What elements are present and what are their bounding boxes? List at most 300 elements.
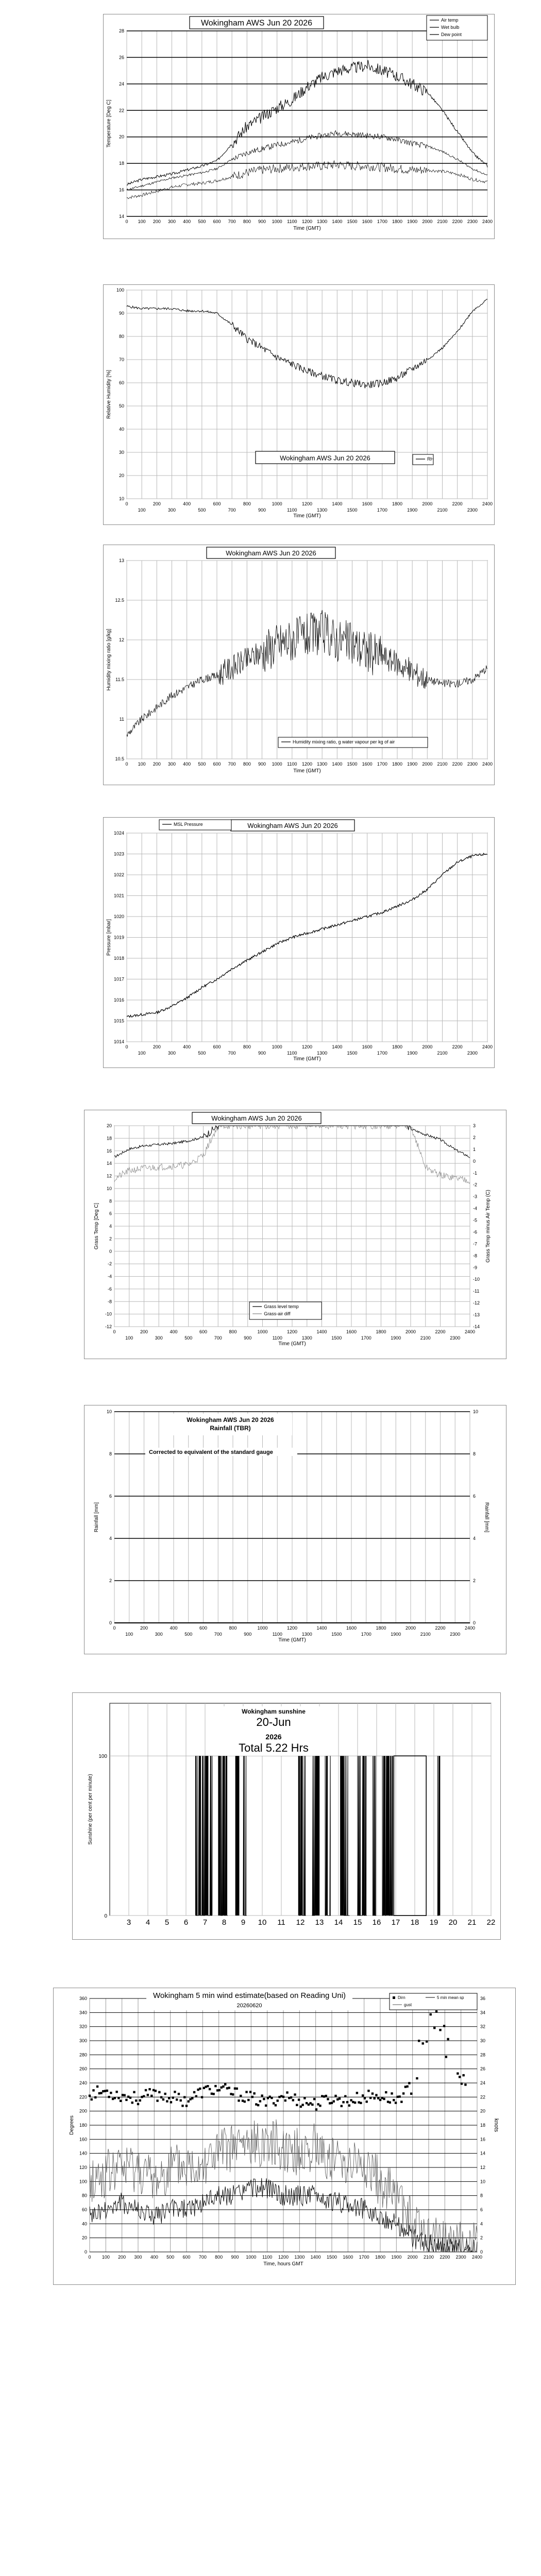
direction-point: [122, 2094, 124, 2096]
direction-point: [104, 2090, 106, 2092]
x-tick-label: 800: [229, 1625, 237, 1631]
direction-point: [153, 2089, 155, 2091]
y-tick-label: 1017: [113, 976, 124, 982]
x-tick-label: 2300: [467, 761, 478, 767]
direction-point: [325, 2095, 327, 2097]
legend-entry: RH: [427, 456, 434, 462]
x-tick-label: 1200: [301, 761, 313, 767]
direction-point: [284, 2099, 286, 2102]
direction-point: [188, 2100, 190, 2103]
x-tick-label: 200: [153, 761, 161, 767]
direction-point: [156, 2099, 158, 2102]
x-tick-label: 1700: [361, 1632, 371, 1637]
direction-point: [257, 2104, 259, 2106]
x-axis-label: Time (GMT): [293, 1056, 321, 1062]
direction-point: [123, 2094, 125, 2096]
x-tick-label: 400: [183, 761, 191, 767]
direction-point: [242, 2099, 244, 2102]
y2-tick-label: 6: [480, 2207, 483, 2212]
x-tick-label: 2400: [482, 1044, 493, 1049]
y2-tick-label: 8: [473, 1451, 476, 1456]
y-tick-label: 14: [106, 1161, 112, 1166]
x-tick-label: 1500: [347, 1050, 358, 1056]
y2-tick-label: 14: [480, 2150, 486, 2156]
direction-point: [141, 2096, 143, 2098]
chart-date: 20-Jun: [256, 1716, 291, 1728]
direction-point: [395, 2102, 397, 2104]
x-tick-label: 1700: [377, 1050, 387, 1056]
direction-point: [207, 2085, 209, 2087]
x-tick-label: 0: [125, 761, 128, 767]
y-tick-label: 280: [79, 2052, 87, 2058]
x-tick-label: 200: [153, 219, 161, 224]
direction-point: [331, 2102, 333, 2104]
direction-point: [216, 2089, 218, 2091]
direction-point: [147, 2094, 149, 2096]
direction-point: [249, 2091, 251, 2093]
direction-point: [387, 2100, 389, 2103]
y2-tick-label: 18: [480, 2123, 486, 2128]
x-tick-label: 100: [125, 1632, 133, 1637]
y-tick-label: 16: [106, 1148, 112, 1154]
x-tick-label: 100: [125, 1335, 133, 1341]
x-tick-label: 300: [167, 219, 176, 224]
x-tick-label: 1600: [343, 2255, 353, 2260]
x-tick-label: 2200: [439, 2255, 450, 2260]
wind-chart: [54, 1988, 516, 2285]
x-tick-label: 2000: [422, 761, 433, 767]
y-tick-label: 16: [119, 187, 124, 193]
legend-entry: Wet bulb: [441, 25, 460, 30]
direction-point: [464, 2083, 466, 2086]
direction-point: [358, 2101, 360, 2103]
direction-point: [278, 2096, 280, 2098]
direction-point: [339, 2097, 341, 2099]
y2-tick-label: -14: [473, 1324, 480, 1329]
x-tick-label: 900: [244, 1632, 252, 1637]
y2-tick-label: 20: [480, 2108, 486, 2114]
x-tick-label: 1500: [326, 2255, 337, 2260]
y2-tick-label: 0: [480, 2249, 483, 2255]
direction-point: [114, 2097, 116, 2099]
x-tick-label: 2000: [422, 1044, 433, 1049]
x-tick-label: 8: [222, 1918, 227, 1927]
y-tick-label: 20: [119, 473, 124, 478]
direction-point: [205, 2086, 207, 2088]
x-tick-label: 1900: [407, 1050, 418, 1056]
x-tick-label: 1600: [346, 1625, 357, 1631]
direction-point: [391, 2092, 393, 2094]
y-tick-label: 20: [119, 134, 124, 140]
x-tick-label: 18: [410, 1918, 419, 1927]
y-tick-label: 100: [98, 1754, 107, 1760]
y-tick-label: 18: [119, 161, 124, 166]
direction-point: [327, 2098, 329, 2100]
x-tick-label: 1500: [347, 761, 358, 767]
x-tick-label: 200: [140, 1625, 148, 1631]
x-tick-label: 3: [126, 1918, 131, 1927]
direction-point: [356, 2092, 358, 2094]
direction-point: [263, 2098, 265, 2100]
x-tick-label: 800: [229, 1329, 237, 1334]
x-tick-label: 1500: [331, 1632, 342, 1637]
direction-point: [94, 2096, 96, 2098]
direction-point: [418, 2040, 420, 2042]
y-tick-label: 0: [104, 1913, 107, 1919]
direction-point: [404, 2086, 407, 2088]
direction-point: [115, 2091, 117, 2093]
x-tick-label: 19: [429, 1918, 438, 1927]
direction-point: [360, 2102, 362, 2104]
x-tick-label: 1400: [316, 1329, 327, 1334]
direction-point: [462, 2074, 464, 2076]
direction-point: [329, 2102, 331, 2104]
x-tick-label: 2400: [482, 219, 493, 224]
y-tick-label: 80: [119, 334, 124, 339]
direction-point: [120, 2100, 122, 2102]
y-tick-label: 40: [119, 427, 124, 432]
y-tick-label: 20: [81, 2235, 87, 2241]
x-tick-label: 1000: [272, 761, 282, 767]
legend-entry: MSL Pressure: [174, 822, 203, 827]
x-tick-label: 500: [198, 219, 206, 224]
x-tick-label: 1100: [287, 219, 297, 224]
x-tick-label: 1900: [391, 1335, 401, 1341]
y-tick-label: 4: [109, 1536, 112, 1541]
direction-point: [117, 2097, 120, 2099]
y-tick-label: 2: [109, 1236, 112, 1242]
y-tick-label: -10: [105, 1311, 112, 1317]
direction-point: [137, 2103, 139, 2105]
y-tick-label: 1015: [113, 1018, 124, 1024]
chart-panel-rainfall: [84, 1405, 506, 1654]
direction-point: [160, 2096, 162, 2098]
y2-tick-label: 6: [473, 1494, 476, 1499]
direction-point: [226, 2087, 228, 2089]
x-tick-label: 2200: [435, 1625, 446, 1631]
direction-point: [367, 2090, 369, 2092]
y-tick-label: 10: [106, 1409, 112, 1414]
y2-tick-label: 8: [480, 2193, 483, 2198]
direction-point: [352, 2101, 354, 2103]
chart-total: Total 5.22 Hrs: [239, 1741, 309, 1754]
x-tick-label: 1100: [272, 1335, 282, 1341]
direction-point: [201, 2096, 203, 2098]
y-tick-label: 1018: [113, 956, 124, 961]
x-tick-label: 500: [184, 1335, 193, 1341]
direction-point: [145, 2089, 147, 2091]
direction-point: [218, 2089, 221, 2091]
x-tick-label: 400: [183, 219, 191, 224]
y2-tick-label: 1: [473, 1146, 476, 1152]
x-tick-label: 1300: [301, 1632, 312, 1637]
direction-point: [350, 2099, 352, 2101]
direction-point: [377, 2097, 379, 2099]
y-tick-label: 1014: [113, 1039, 124, 1044]
x-tick-label: 1300: [317, 219, 328, 224]
y-tick-label: -2: [107, 1261, 112, 1267]
direction-point: [282, 2096, 284, 2098]
x-tick-label: 400: [170, 1329, 178, 1334]
direction-point: [383, 2098, 385, 2100]
x-tick-label: 1200: [301, 1044, 313, 1049]
y2-tick-label: 12: [480, 2165, 486, 2170]
y2-tick-label: -5: [473, 1217, 478, 1223]
y-tick-label: 100: [79, 2179, 87, 2184]
y2-tick-label: 3: [473, 1123, 476, 1128]
y-tick-label: 1023: [113, 851, 124, 857]
direction-point: [268, 2096, 270, 2098]
y-axis-label: Sunshine (per cent per minute): [88, 1774, 93, 1845]
y-axis-label: Relative Humidity [%]: [106, 369, 112, 419]
y2-tick-label: 2: [480, 2235, 483, 2241]
direction-point: [106, 2090, 108, 2092]
x-tick-label: 2100: [437, 219, 448, 224]
direction-point: [212, 2093, 214, 2095]
x-tick-label: 1200: [301, 219, 313, 224]
direction-point: [143, 2095, 145, 2097]
direction-point: [369, 2097, 371, 2099]
y-tick-label: 10.5: [115, 756, 124, 761]
y2-tick-label: -11: [473, 1289, 480, 1294]
direction-point: [129, 2096, 131, 2098]
temperature-chart: [104, 14, 495, 240]
y-tick-label: 50: [119, 403, 124, 409]
y-tick-label: 6: [109, 1494, 112, 1499]
direction-point: [185, 2105, 188, 2107]
direction-point: [333, 2100, 335, 2103]
legend-entry: Humidity mixing ratio, g water vapour per kg of air: [293, 739, 395, 744]
x-tick-label: 1700: [377, 761, 387, 767]
x-tick-label: 0: [88, 2255, 91, 2260]
y2-tick-label: -6: [473, 1229, 478, 1235]
x-tick-label: 400: [170, 1625, 178, 1631]
x-tick-label: 300: [167, 1050, 176, 1056]
x-tick-label: 600: [213, 1044, 221, 1049]
x-tick-label: 21: [467, 1918, 477, 1927]
chart-panel-wind: [53, 1988, 516, 2285]
x-tick-label: 1900: [407, 219, 418, 224]
chart-panel-mixing-ratio: [103, 545, 495, 785]
direction-point: [408, 2082, 410, 2084]
x-tick-label: 1100: [287, 1050, 297, 1056]
direction-point: [389, 2102, 391, 2104]
x-axis-label: Time (GMT): [278, 1341, 306, 1347]
chart-title: Wokingham AWS Jun 20 2026: [280, 454, 370, 462]
direction-point: [439, 2029, 441, 2031]
direction-point: [270, 2097, 273, 2099]
y-tick-label: 1016: [113, 997, 124, 1003]
direction-point: [313, 2098, 315, 2100]
direction-point: [402, 2092, 404, 2094]
y-tick-label: 2: [109, 1578, 112, 1583]
y2-tick-label: 34: [480, 2010, 486, 2015]
x-tick-label: 300: [134, 2255, 142, 2260]
direction-point: [381, 2097, 383, 2099]
x-tick-label: 2100: [420, 1335, 431, 1341]
y2-tick-label: 2: [473, 1134, 476, 1140]
direction-point: [183, 2096, 185, 2098]
direction-point: [290, 2096, 292, 2098]
y2-tick-label: 28: [480, 2052, 486, 2058]
direction-point: [400, 2100, 402, 2103]
direction-point: [346, 2101, 348, 2103]
x-tick-label: 100: [138, 219, 146, 224]
x-tick-label: 600: [213, 501, 221, 506]
x-tick-label: 500: [184, 1632, 193, 1637]
x-tick-label: 1600: [362, 219, 373, 224]
chart-subtitle: 20260620: [236, 2003, 262, 2009]
x-tick-label: 500: [198, 1050, 206, 1056]
x-tick-label: 200: [118, 2255, 126, 2260]
direction-point: [267, 2097, 269, 2099]
direction-point: [110, 2092, 112, 2094]
direction-point: [158, 2091, 160, 2093]
x-tick-label: 2300: [450, 1632, 461, 1637]
direction-point: [96, 2086, 98, 2088]
direction-point: [447, 2038, 449, 2040]
y2-tick-label: 10: [473, 1409, 479, 1414]
y-tick-label: 1022: [113, 872, 124, 877]
x-tick-label: 2300: [455, 2255, 466, 2260]
direction-point: [393, 2099, 395, 2101]
x-tick-label: 1800: [392, 1044, 403, 1049]
direction-point: [203, 2087, 205, 2089]
direction-point: [323, 2095, 325, 2097]
direction-point: [164, 2093, 166, 2095]
x-tick-label: 11: [277, 1918, 285, 1927]
x-tick-label: 900: [258, 761, 266, 767]
x-tick-label: 1100: [272, 1632, 282, 1637]
x-tick-label: 200: [140, 1329, 148, 1334]
x-tick-label: 1000: [257, 1329, 268, 1334]
x-tick-label: 1900: [391, 2255, 402, 2260]
x-tick-label: 700: [198, 2255, 207, 2260]
x-tick-label: 600: [199, 1625, 208, 1631]
x-tick-label: 1700: [377, 507, 387, 513]
x-tick-label: 1300: [317, 507, 328, 513]
direction-point: [228, 2087, 230, 2089]
direction-point: [435, 2010, 437, 2012]
direction-point: [275, 2104, 277, 2106]
direction-point: [294, 2093, 296, 2095]
x-tick-label: 1400: [332, 1044, 343, 1049]
x-tick-label: 1100: [287, 761, 297, 767]
x-tick-label: 0: [125, 219, 128, 224]
x-tick-label: 900: [244, 1335, 252, 1341]
direction-point: [342, 2101, 344, 2103]
chart-title: Wokingham 5 min wind estimate(based on Reading Uni): [153, 1991, 346, 2000]
x-axis-label: Time (GMT): [278, 1637, 306, 1643]
y-tick-label: 28: [119, 28, 124, 33]
chart-title: Wokingham AWS Jun 20 2026: [187, 1416, 274, 1423]
x-tick-label: 12: [296, 1918, 305, 1927]
y-tick-label: 14: [119, 214, 124, 219]
legend-entry: Dirn: [398, 1995, 405, 2000]
x-tick-label: 100: [138, 1050, 146, 1056]
x-tick-label: 800: [243, 1044, 251, 1049]
x-tick-label: 100: [138, 507, 146, 513]
y-tick-label: 12: [106, 1173, 112, 1179]
chart-title: Wokingham AWS Jun 20 2026: [226, 549, 316, 557]
x-tick-label: 100: [138, 761, 146, 767]
x-tick-label: 800: [243, 761, 251, 767]
direction-point: [277, 2099, 279, 2102]
x-tick-label: 500: [166, 2255, 175, 2260]
x-tick-label: 2300: [467, 1050, 478, 1056]
direction-point: [251, 2096, 253, 2098]
direction-point: [354, 2102, 356, 2104]
direction-point: [308, 2104, 310, 2106]
direction-point: [170, 2101, 172, 2103]
y-tick-label: 26: [119, 55, 124, 60]
y2-tick-label: 36: [480, 1996, 486, 2001]
x-tick-label: 2200: [452, 219, 463, 224]
x-tick-label: 1200: [301, 501, 313, 506]
direction-point: [108, 2096, 110, 2098]
y-tick-label: 8: [109, 1451, 112, 1456]
direction-point: [426, 2040, 428, 2042]
x-tick-label: 600: [199, 1329, 208, 1334]
x-tick-label: 15: [353, 1918, 362, 1927]
chart-panel-pressure: [103, 817, 495, 1068]
x-tick-label: 2200: [452, 501, 463, 506]
x-tick-label: 6: [183, 1918, 189, 1927]
x-tick-label: 0: [125, 1044, 128, 1049]
chart-panel-sunshine: [72, 1692, 501, 1940]
y2-tick-label: -3: [473, 1194, 478, 1199]
x-tick-label: 700: [214, 1335, 222, 1341]
x-tick-label: 9: [241, 1918, 246, 1927]
y-tick-label: 120: [79, 2165, 87, 2170]
direction-point: [199, 2088, 201, 2090]
direction-point: [280, 2095, 282, 2097]
x-tick-label: 4: [145, 1918, 150, 1927]
x-tick-label: 2000: [407, 2255, 418, 2260]
y-tick-label: 60: [81, 2207, 87, 2212]
direction-point: [273, 2102, 275, 2104]
legend-entry: gust: [404, 2003, 412, 2007]
legend-entry: Air temp: [441, 18, 459, 23]
direction-point: [292, 2099, 294, 2101]
x-tick-label: 2400: [482, 501, 493, 506]
y2-tick-label: 30: [480, 2038, 486, 2043]
direction-point: [303, 2097, 306, 2099]
direction-point: [220, 2087, 222, 2089]
x-tick-label: 500: [198, 507, 206, 513]
mixing-ratio-chart: [104, 545, 495, 786]
direction-point: [224, 2083, 226, 2086]
x-tick-label: 1600: [362, 1044, 373, 1049]
direction-point: [240, 2095, 242, 2097]
x-tick-label: 2000: [422, 219, 433, 224]
direction-point: [135, 2099, 137, 2102]
direction-point: [430, 2013, 432, 2015]
y2-tick-label: 0: [473, 1158, 476, 1164]
x-axis-label: Time (GMT): [293, 768, 321, 774]
y2-tick-label: 26: [480, 2066, 486, 2072]
direction-point: [102, 2090, 104, 2092]
y2-tick-label: -4: [473, 1206, 478, 1211]
direction-point: [459, 2076, 461, 2078]
x-tick-label: 1700: [377, 219, 387, 224]
x-tick-label: 1800: [376, 1625, 386, 1631]
direction-point: [197, 2089, 199, 2091]
direction-point: [300, 2106, 302, 2108]
y2-tick-label: 32: [480, 2024, 486, 2029]
x-tick-label: 2200: [452, 1044, 463, 1049]
y2-tick-label: -9: [473, 1265, 478, 1270]
